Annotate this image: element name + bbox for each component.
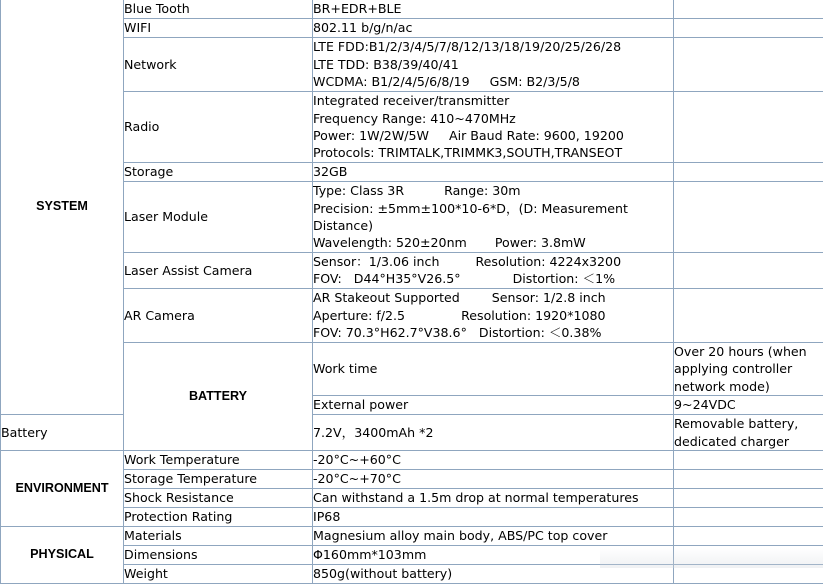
row-label: Laser Module <box>124 182 313 253</box>
row-value: 7.2V，3400mAh *2 <box>313 415 674 451</box>
row-value: -20°C~+60°C <box>313 451 674 470</box>
table-row <box>1 489 823 508</box>
value-line: Power: 1W/2W/5W Air Baud Rate: 9600, 19200 <box>313 127 673 144</box>
row-value: Can withstand a 1.5m drop at normal temperatures <box>313 489 674 508</box>
row-note <box>674 19 823 38</box>
row-value: 32GB <box>313 163 674 182</box>
row-label: Weight <box>124 565 313 584</box>
value-line: FOV: D44°H35°V26.5° Distortion: ＜1% <box>313 270 673 287</box>
row-label: Materials <box>124 527 313 546</box>
table-row <box>1 19 823 38</box>
table-row <box>1 470 823 489</box>
row-value <box>313 92 674 163</box>
value-line: Sensor：1/3.06 inch Resolution: 4224x3200 <box>313 253 673 270</box>
row-value: -20°C~+70°C <box>313 470 674 489</box>
value-line: Frequency Range: 410~470MHz <box>313 110 673 127</box>
table-row <box>1 527 823 546</box>
table-row <box>1 38 823 92</box>
row-note <box>674 163 823 182</box>
row-value: Φ160mm*103mm <box>313 546 674 565</box>
value-line: WCDMA: B1/2/4/5/6/8/19 GSM: B2/3/5/8 <box>313 73 673 90</box>
table-row <box>1 342 823 395</box>
row-value: IP68 <box>313 508 674 527</box>
row-note <box>674 527 823 546</box>
table-row <box>1 451 823 470</box>
row-value: 802.11 b/g/n/ac <box>313 19 674 38</box>
value-line: FOV: 70.3°H62.7°V38.6° Distortion: ＜0.38% <box>313 324 673 341</box>
value-line: Distance) <box>313 217 673 234</box>
row-label: Blue Tooth <box>124 0 313 19</box>
row-label: External power <box>313 396 674 415</box>
row-value: 850g(without battery) <box>313 565 674 584</box>
value-text: Over 20 hours (when applying controller network mode) <box>674 343 823 395</box>
section-battery: BATTERY <box>124 342 313 450</box>
table-row <box>1 253 823 289</box>
row-note <box>674 182 823 253</box>
value-line: Wavelength: 520±20nm Power: 3.8mW <box>313 234 673 251</box>
row-value <box>313 288 674 342</box>
value-line: Integrated receiver/transmitter <box>313 92 673 109</box>
background-shade <box>600 548 823 568</box>
section-physical: PHYSICAL <box>1 527 124 584</box>
row-note <box>674 0 823 19</box>
row-note <box>674 451 823 470</box>
table-row <box>1 163 823 182</box>
table-row <box>1 288 823 342</box>
table-row <box>1 0 823 19</box>
row-label: Work time <box>313 342 674 395</box>
row-label: WIFI <box>124 19 313 38</box>
row-label: Storage <box>124 163 313 182</box>
row-value: Magnesium alloy main body, ABS/PC top cover <box>313 527 674 546</box>
row-label: Laser Assist Camera <box>124 253 313 289</box>
row-value: BR+EDR+BLE <box>313 0 674 19</box>
value-line: LTE TDD: B38/39/40/41 <box>313 56 673 73</box>
row-label: Protection Rating <box>124 508 313 527</box>
row-note <box>674 38 823 92</box>
value-line: AR Stakeout Supported Sensor: 1/2.8 inch <box>313 289 673 306</box>
value-line: Precision: ±5mm±100*10-6*D，(D: Measurement <box>313 200 673 217</box>
value-line: Aperture: f/2.5 Resolution: 1920*1080 <box>313 307 673 324</box>
value-line: Protocols: TRIMTALK,TRIMMK3,SOUTH,TRANSEOT <box>313 144 673 161</box>
value-line: LTE FDD:B1/2/3/4/5/7/8/12/13/18/19/20/25/26/28 <box>313 38 673 55</box>
section-environment: ENVIRONMENT <box>1 451 124 527</box>
row-value <box>674 342 823 395</box>
row-note <box>674 253 823 289</box>
row-label: AR Camera <box>124 288 313 342</box>
row-note <box>674 489 823 508</box>
row-note <box>674 415 823 451</box>
table-row <box>1 508 823 527</box>
row-label: Dimensions <box>124 546 313 565</box>
table-row <box>1 182 823 253</box>
row-label: Network <box>124 38 313 92</box>
row-note <box>674 92 823 163</box>
row-label: Storage Temperature <box>124 470 313 489</box>
row-label: Work Temperature <box>124 451 313 470</box>
section-system: SYSTEM <box>1 0 124 415</box>
row-label: Battery <box>1 415 124 451</box>
row-value <box>313 182 674 253</box>
row-label: Shock Resistance <box>124 489 313 508</box>
value-line: Type: Class 3R Range: 30m <box>313 182 673 199</box>
row-value <box>313 253 674 289</box>
row-value <box>313 38 674 92</box>
row-value: 9~24VDC <box>674 396 823 415</box>
row-note <box>674 508 823 527</box>
row-note <box>674 470 823 489</box>
row-label: Radio <box>124 92 313 163</box>
table-row <box>1 92 823 163</box>
note-text: Removable battery, dedicated charger <box>674 415 823 450</box>
row-note <box>674 288 823 342</box>
